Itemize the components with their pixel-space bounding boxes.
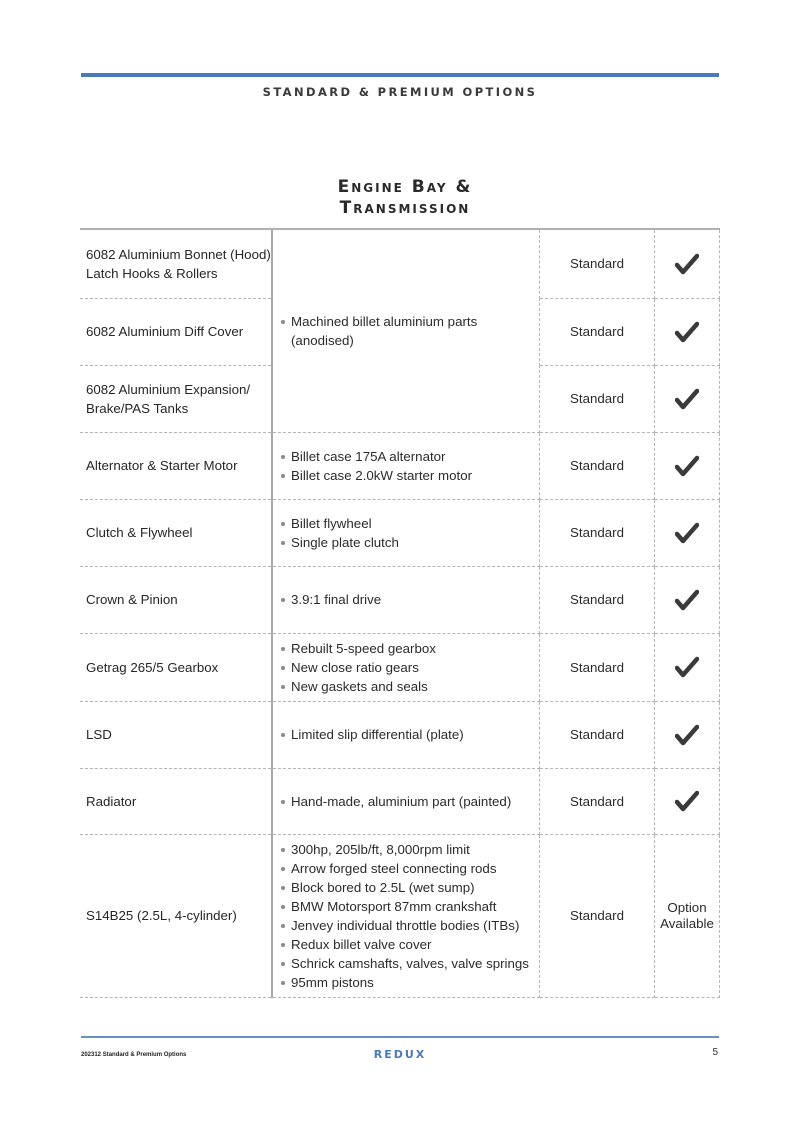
item-details [272, 768, 540, 834]
availability-cell [655, 298, 720, 365]
item-name: Radiator [80, 768, 272, 834]
check-icon [655, 724, 719, 746]
detail-bullet: Arrow forged steel connecting rods [281, 859, 539, 878]
check-icon [655, 656, 719, 678]
check-icon [655, 388, 719, 410]
detail-bullet: Hand-made, aluminium part (painted) [281, 792, 539, 811]
detail-bullet: BMW Motorsport 87mm crankshaft [281, 897, 539, 916]
table-row [80, 432, 720, 499]
status-cell: Standard [540, 834, 655, 997]
detail-bullet: Schrick camshafts, valves, valve springs [281, 954, 539, 973]
status-cell: Standard [540, 432, 655, 499]
item-name: 6082 Aluminium Bonnet (Hood) Latch Hooks & Rollers [80, 229, 272, 298]
detail-bullet: Machined billet aluminium parts (anodised) [281, 312, 539, 350]
availability-cell [655, 432, 720, 499]
table-row [80, 701, 720, 768]
status-cell: Standard [540, 768, 655, 834]
check-icon [655, 522, 719, 544]
table-row [80, 768, 720, 834]
footer-rule [81, 1036, 719, 1038]
check-icon [655, 253, 719, 275]
status-cell: Standard [540, 298, 655, 365]
status-cell: Standard [540, 229, 655, 298]
item-details [272, 432, 540, 499]
availability-cell [655, 701, 720, 768]
availability-cell [655, 229, 720, 298]
status-cell: Standard [540, 499, 655, 566]
status-cell: Standard [540, 566, 655, 633]
status-cell: Standard [540, 701, 655, 768]
item-details [272, 499, 540, 566]
availability-cell [655, 834, 720, 997]
item-name: 6082 Aluminium Diff Cover [80, 298, 272, 365]
detail-bullet: Redux billet valve cover [281, 935, 539, 954]
check-icon [655, 455, 719, 477]
availability-cell [655, 566, 720, 633]
item-name: S14B25 (2.5L, 4-cylinder) [80, 834, 272, 997]
section-title-line1: Engine Bay & [337, 177, 473, 197]
status-cell: Standard [540, 633, 655, 701]
detail-bullet: 95mm pistons [281, 973, 539, 992]
detail-bullet: Limited slip differential (plate) [281, 725, 539, 744]
status-cell: Standard [540, 365, 655, 432]
table-row [80, 633, 720, 701]
detail-bullet: Block bored to 2.5L (wet sump) [281, 878, 539, 897]
detail-bullet: 300hp, 205lb/ft, 8,000rpm limit [281, 840, 539, 859]
check-icon [655, 790, 719, 812]
item-details [272, 633, 540, 701]
detail-bullet: 3.9:1 final drive [281, 590, 539, 609]
section-title-line2: Transmission [339, 198, 471, 218]
availability-cell [655, 499, 720, 566]
item-name: LSD [80, 701, 272, 768]
detail-bullet: Billet case 2.0kW starter motor [281, 466, 539, 485]
availability-cell [655, 365, 720, 432]
detail-bullet: Jenvey individual throttle bodies (ITBs) [281, 916, 539, 935]
availability-cell [655, 633, 720, 701]
page-number: 5 [712, 1047, 718, 1058]
options-table [80, 228, 720, 998]
section-title [271, 177, 539, 219]
detail-bullet: Billet flywheel [281, 514, 539, 533]
option-available-line2: Available [660, 915, 714, 931]
item-name: Crown & Pinion [80, 566, 272, 633]
table-row [80, 566, 720, 633]
detail-bullet: Rebuilt 5-speed gearbox [281, 639, 539, 658]
redux-logo: REDUX [373, 1048, 427, 1061]
item-details [272, 229, 540, 432]
footer-document-name: 202312 Standard & Premium Options [81, 1052, 187, 1058]
header-title: STANDARD & PREMIUM OPTIONS [262, 85, 538, 99]
detail-bullet: New close ratio gears [281, 658, 539, 677]
header-rule [81, 73, 719, 77]
item-name: 6082 Aluminium Expansion/ Brake/PAS Tanks [80, 365, 272, 432]
detail-bullet: New gaskets and seals [281, 677, 539, 696]
check-icon [655, 589, 719, 611]
item-details [272, 566, 540, 633]
check-icon [655, 321, 719, 343]
item-details [272, 701, 540, 768]
detail-bullet: Billet case 175A alternator [281, 447, 539, 466]
detail-bullet: Single plate clutch [281, 533, 539, 552]
item-name: Alternator & Starter Motor [80, 432, 272, 499]
availability-cell [655, 768, 720, 834]
table-row [80, 834, 720, 997]
table-row [80, 229, 720, 298]
item-name: Getrag 265/5 Gearbox [80, 633, 272, 701]
option-available-line1: Option [667, 899, 707, 915]
table-row [80, 499, 720, 566]
item-name: Clutch & Flywheel [80, 499, 272, 566]
item-details [272, 834, 540, 997]
